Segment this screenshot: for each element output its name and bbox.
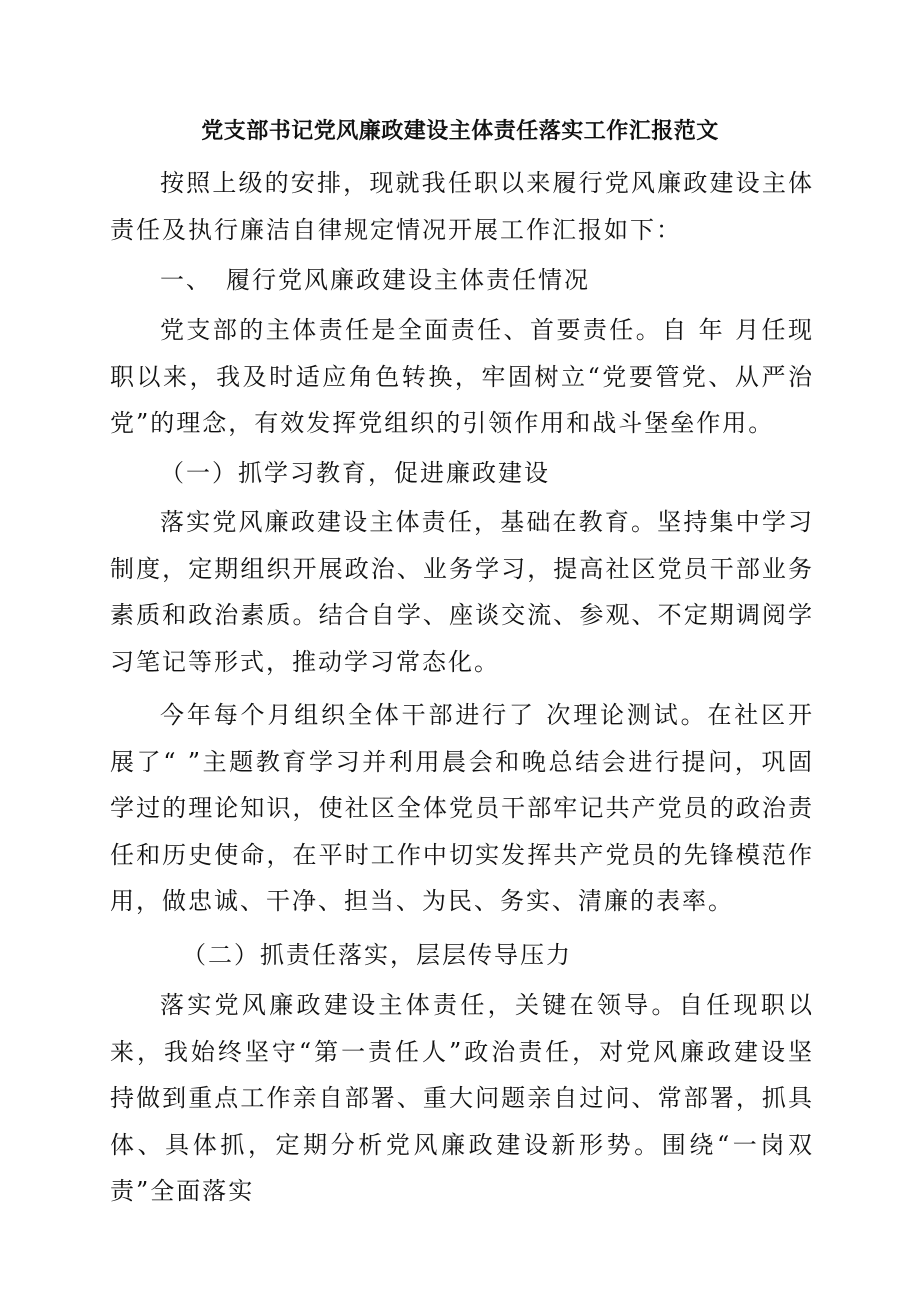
subsection-1-paragraph-1: 落实党风廉政建设主体责任，基础在教育。坚持集中学习制度，定期组织开展政治、业务学习，提高社区党员干部业务素质和政治素质。结合自学、座谈交流、参观、不定期调阅学习笔记等形式，推动学习常态化。 <box>110 508 814 676</box>
subsection-2-heading: （二）抓责任落实，层层传导压力 <box>182 941 572 969</box>
section-1-heading: 一、 履行党风廉政建设主体责任情况 <box>160 266 590 294</box>
intro-paragraph: 按照上级的安排，现就我任职以来履行党风廉政建设主体责任及执行廉洁自律规定情况开展工作汇报如下： <box>110 169 814 244</box>
document-title: 党支部书记党风廉政建设主体责任落实工作汇报范文 <box>201 119 719 144</box>
subsection-1-paragraph-2: 今年每个月组织全体干部进行了 次理论测试。在社区开展了“ ”主题教育学习并利用晨会和晚总结会进行提问，巩固学过的理论知识，使社区全体党员干部牢记共产党员的政治责任和历史使命，在平时工作中切实发挥共产党员的先锋模范作用，做忠诚、干净、担当、为民、务实、清廉的表率。 <box>110 701 814 915</box>
subsection-2-paragraph: 落实党风廉政建设主体责任，关键在领导。自任现职以来，我始终坚守“第一责任人”政治责任，对党风廉政建设坚持做到重点工作亲自部署、重大问题亲自过问、常部署，抓具体、具体抓，定期分析党风廉政建设新形势。围绕“一岗双责”全面落实 <box>110 991 814 1205</box>
section-1-paragraph: 党支部的主体责任是全面责任、首要责任。自 年 月任现职以来，我及时适应角色转换，牢固树立“党要管党、从严治党”的理念，有效发挥党组织的引领作用和战斗堡垒作用。 <box>110 316 814 437</box>
subsection-1-heading: （一）抓学习教育，促进廉政建设 <box>160 459 550 487</box>
